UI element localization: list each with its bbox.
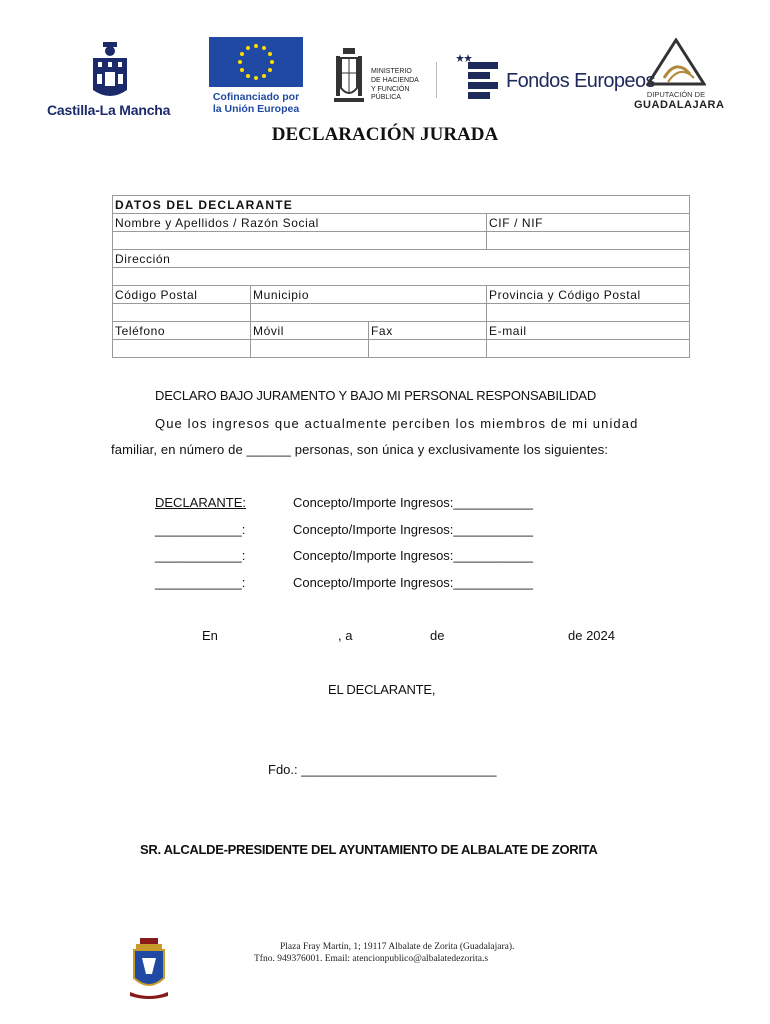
codigo-postal-field[interactable] bbox=[113, 304, 251, 322]
direccion-label: Dirección bbox=[113, 250, 690, 268]
declaration-line2: familiar, en número de ______ personas, son única y exclusivamente los siguientes: bbox=[111, 442, 609, 457]
date-de: de bbox=[430, 628, 445, 643]
nombre-field[interactable] bbox=[113, 232, 487, 250]
telefono-label: Teléfono bbox=[113, 322, 251, 340]
ingreso-value[interactable]: Concepto/Importe Ingresos:___________ bbox=[293, 548, 533, 563]
diputacion-text-line2: GUADALAJARA bbox=[634, 99, 725, 111]
fax-label: Fax bbox=[369, 322, 487, 340]
movil-field[interactable] bbox=[251, 340, 369, 358]
email-label: E-mail bbox=[487, 322, 690, 340]
table-row bbox=[113, 340, 690, 358]
albalate-coat-of-arms-icon bbox=[128, 938, 170, 1000]
date-a: , a bbox=[338, 628, 353, 643]
ingreso-label: DECLARANTE: bbox=[155, 495, 247, 510]
telefono-field[interactable] bbox=[113, 340, 251, 358]
date-year: de 2024 bbox=[568, 628, 615, 643]
fondos-europeos-icon bbox=[456, 52, 500, 106]
movil-label: Móvil bbox=[251, 322, 369, 340]
table-row bbox=[113, 304, 690, 322]
email-field[interactable] bbox=[487, 340, 690, 358]
eu-flag-icon bbox=[209, 37, 303, 87]
table-row bbox=[113, 196, 690, 214]
eu-logo-text-line1: Cofinanciado por bbox=[212, 91, 300, 103]
place-en: En bbox=[202, 628, 218, 643]
table-row bbox=[113, 250, 690, 268]
declarant-data-table bbox=[112, 195, 690, 358]
ministerio-text-line1: MINISTERIO bbox=[371, 68, 412, 75]
ingreso-value[interactable]: Concepto/Importe Ingresos:___________ bbox=[293, 522, 533, 537]
declaration-line1: Que los ingresos que actualmente perciben los miembros de mi unidad bbox=[155, 416, 639, 431]
fdo-signature-line[interactable]: Fdo.: ___________________________ bbox=[268, 762, 497, 777]
ingreso-label[interactable]: ____________: bbox=[155, 522, 246, 537]
municipio-field[interactable] bbox=[251, 304, 487, 322]
ingreso-label[interactable]: ____________: bbox=[155, 548, 246, 563]
ingreso-label[interactable]: ____________: bbox=[155, 575, 246, 590]
ingreso-value[interactable]: Concepto/Importe Ingresos:___________ bbox=[293, 575, 533, 590]
ministerio-divider bbox=[436, 62, 437, 98]
section-header: DATOS DEL DECLARANTE bbox=[113, 196, 690, 214]
diputacion-triangle-icon bbox=[646, 38, 706, 86]
fax-field[interactable] bbox=[369, 340, 487, 358]
table-row bbox=[113, 232, 690, 250]
direccion-field[interactable] bbox=[113, 268, 690, 286]
fondos-europeos-logo bbox=[456, 52, 655, 108]
clm-logo-text: Castilla-La Mancha bbox=[47, 102, 171, 118]
nombre-label: Nombre y Apellidos / Razón Social bbox=[113, 214, 487, 232]
ingreso-value[interactable]: Concepto/Importe Ingresos:___________ bbox=[293, 495, 533, 510]
footer-address: Plaza Fray Martín, 1; 19117 Albalate de Zorita (Guadalajara). bbox=[280, 942, 515, 952]
provincia-label: Provincia y Código Postal bbox=[487, 286, 690, 304]
municipio-label: Municipio bbox=[251, 286, 487, 304]
cif-label: CIF / NIF bbox=[487, 214, 690, 232]
codigo-postal-label: Código Postal bbox=[113, 286, 251, 304]
table-row bbox=[113, 268, 690, 286]
cif-field[interactable] bbox=[487, 232, 690, 250]
ministerio-text-line3: Y FUNCIÓN PÚBLICA bbox=[371, 86, 410, 101]
provincia-field[interactable] bbox=[487, 304, 690, 322]
castilla-la-mancha-logo bbox=[47, 42, 172, 120]
eu-cofinanciado-logo bbox=[208, 37, 304, 115]
table-row bbox=[113, 214, 690, 232]
diputacion-text-line1: DIPUTACIÓN DE bbox=[646, 90, 706, 99]
ministerio-text-line2: DE HACIENDA bbox=[371, 77, 419, 84]
table-row bbox=[113, 286, 690, 304]
declarante-signature-label: EL DECLARANTE, bbox=[328, 682, 436, 697]
diputacion-guadalajara-logo bbox=[630, 38, 725, 114]
spain-coat-of-arms-icon bbox=[334, 48, 364, 106]
recipient: SR. ALCALDE-PRESIDENTE DEL AYUNTAMIENTO DE ALBALATE DE ZORITA bbox=[140, 842, 598, 857]
table-row bbox=[113, 322, 690, 340]
eu-logo-text-line2: la Unión Europea bbox=[212, 103, 300, 115]
declaration-heading: DECLARO BAJO JURAMENTO Y BAJO MI PERSONAL RESPONSABILIDAD bbox=[155, 388, 597, 403]
footer-contact: Tfno. 949376001. Email: atencionpublico@albalatedezorita.s bbox=[254, 954, 489, 964]
document-title: DECLARACIÓN JURADA bbox=[271, 124, 499, 145]
fondos-europeos-text: Fondos Europeos bbox=[506, 70, 655, 92]
castle-crest-icon bbox=[85, 42, 135, 100]
ministerio-hacienda-logo bbox=[334, 48, 438, 108]
